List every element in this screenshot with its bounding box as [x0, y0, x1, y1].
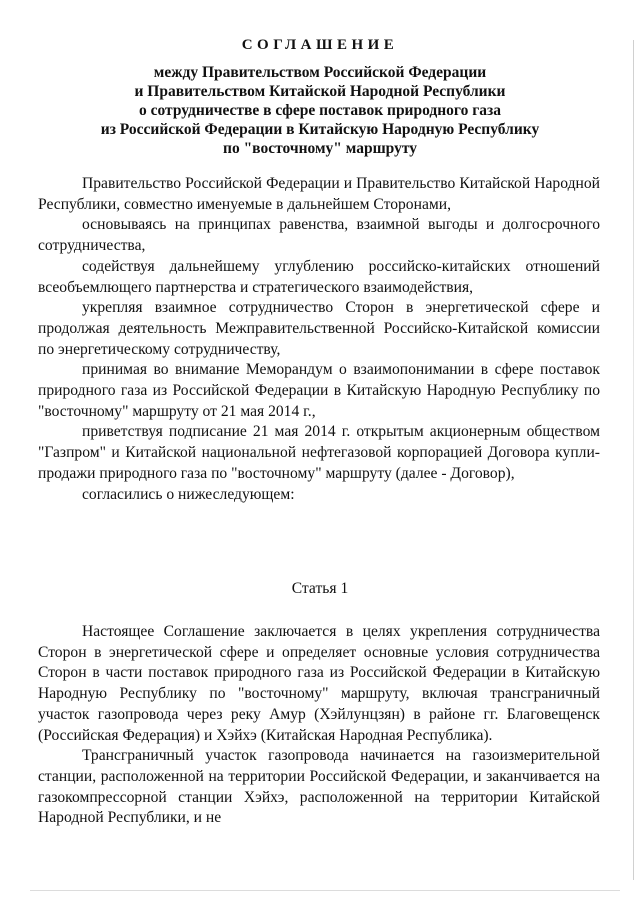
heading-line: о сотрудничестве в сфере поставок природного газа: [139, 102, 501, 119]
heading-line: по "восточному" маршруту: [223, 140, 417, 157]
preamble-paragraph: Правительство Российской Федерации и Правительство Китайской Народной Республики, совместно именуемые в дальнейшем Сторонами,: [38, 175, 600, 213]
preamble-paragraph: содействуя дальнейшему углублению российско-китайских отношений всеобъемлющего партнерства и стратегического взаимодействия,: [38, 257, 600, 296]
preamble-paragraph: согласились о нижеследующем:: [82, 485, 295, 503]
document-title: СОГЛАШЕНИЕ: [241, 37, 399, 53]
preamble: [38, 174, 600, 505]
scan-edge-shadow: [633, 40, 634, 880]
scan-bottom-shadow: [30, 890, 620, 891]
article-paragraph: Настоящее Соглашение заключается в целях укрепления сотрудничества Сторон в энергетической сфере и определяет основные условия сотрудничества Сторон в части поставок природного газа из Российской Федерации в Китайскую Народную Республику по "восточному" маршруту, включая трансграничный участок газопровода через реку Амур (Хэйлунцзян) в районе гг. Благовещенск (Российская Федерация) и Хэйхэ (Китайская Народная Республика).: [38, 623, 600, 744]
preamble-paragraph: укрепляя взаимное сотрудничество Сторон в энергетической сфере и продолжая деятельность Межправительственной Российско-Китайской комиссии по энергетическому сотрудничеству,: [38, 299, 600, 358]
article-body: [38, 622, 600, 829]
heading-line: и Правительством Китайской Народной Республики: [134, 83, 506, 100]
heading-line: между Правительством Российской Федерации: [153, 64, 487, 81]
preamble-paragraph: основываясь на принципах равенства, взаимной выгоды и долгосрочного сотрудничества,: [38, 216, 600, 255]
article-paragraph: Трансграничный участок газопровода начинается на газоизмерительной станции, расположенной на территории Российской Федерации, и заканчивается на газокомпрессорной станции Хэйхэ, расположенной на территории Китайской Народной Республики, и не: [38, 747, 600, 827]
article-title: Статья 1: [291, 580, 349, 597]
preamble-paragraph: принимая во внимание Меморандум о взаимопонимании в сфере поставок природного газа из Российской Федерации в Китайскую Народную Республику по "восточному" маршруту от 21 мая 2014 г.,: [38, 361, 600, 420]
document-heading: [0, 63, 640, 158]
heading-line: из Российской Федерации в Китайскую Народную Республику: [100, 121, 540, 138]
preamble-paragraph: приветствуя подписание 21 мая 2014 г. открытым акционерным обществом "Газпром" и Китайской национальной нефтегазовой корпорацией Договора купли-продажи природного газа по "восточному" маршруту (далее - Договор),: [38, 423, 600, 482]
